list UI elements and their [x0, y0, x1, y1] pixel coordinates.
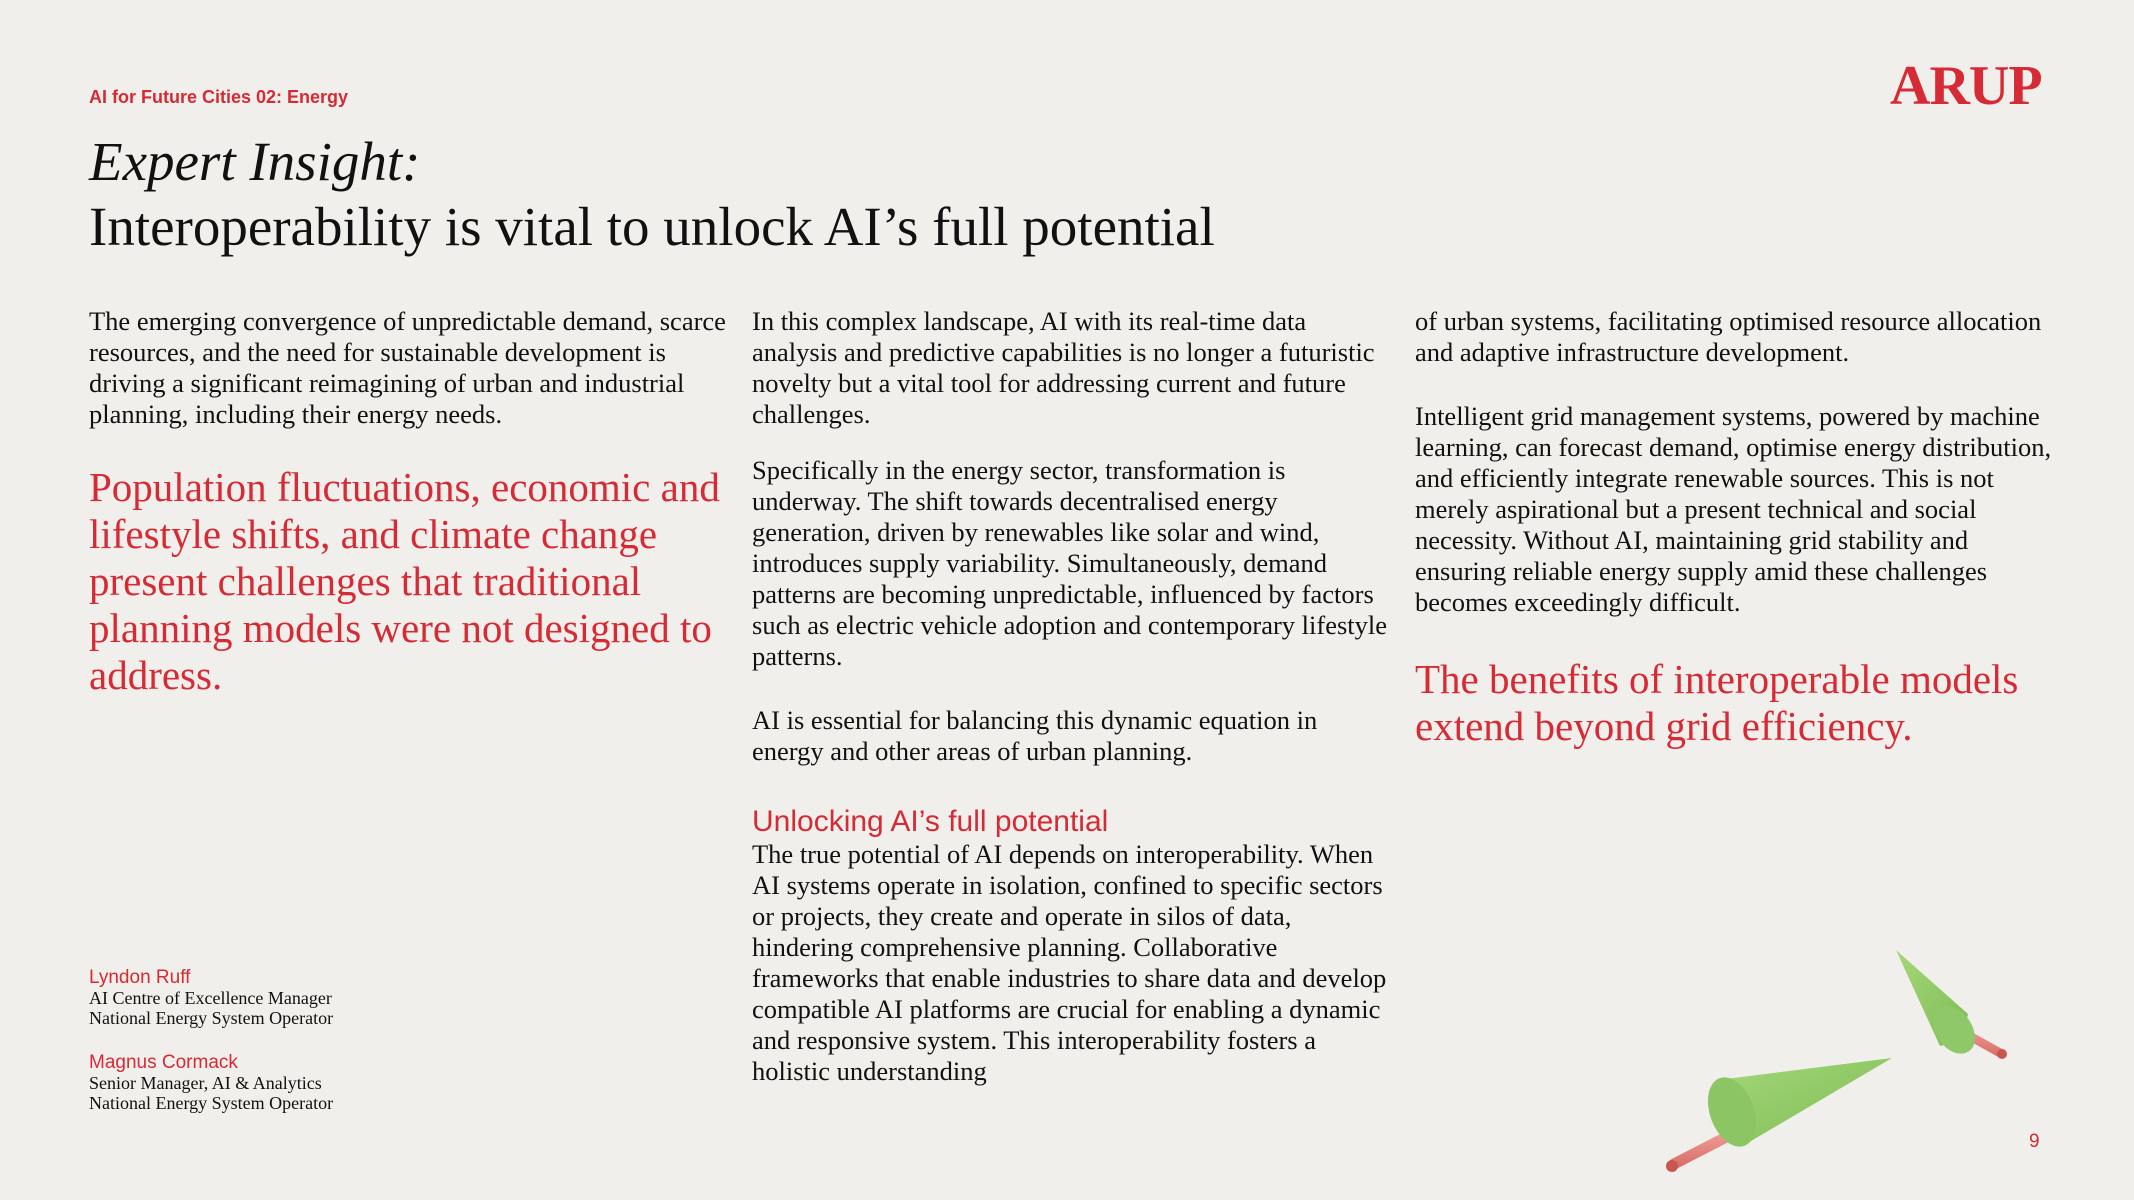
arup-logo: ARUP [1890, 55, 2042, 117]
paragraph-landscape: In this complex landscape, AI with its real-time data analysis and predictive capabilities is no longer a futuristic novelty but a vital tool for addressing current and future challenges. [752, 306, 1375, 429]
author-org: National Energy System Operator [89, 1008, 334, 1028]
large-cone-shape [1666, 1058, 1892, 1172]
author-block [89, 968, 589, 1028]
author-name: Magnus Cormack [89, 1052, 238, 1073]
column-3 [1415, 306, 2055, 750]
page-title: Interoperability is vital to unlock AI’s full potential [89, 196, 1215, 257]
paragraph-urban-systems: of urban systems, facilitating optimised resource allocation and adaptive infrastructure development. [1415, 306, 2042, 367]
author-role: AI Centre of Excellence Manager [89, 988, 332, 1008]
section-subheading: Unlocking AI’s full potential [752, 805, 1109, 838]
small-cone-shape [1896, 950, 2007, 1062]
author-name: Lyndon Ruff [89, 967, 191, 988]
title-kicker: Expert Insight: [89, 131, 421, 192]
decorative-cones-illustration [1650, 930, 2030, 1180]
column-2 [752, 306, 1392, 1087]
pull-quote-2: The benefits of interoperable models extend beyond grid efficiency. [1415, 656, 2019, 749]
paragraph-balancing: AI is essential for balancing this dynamic equation in energy and other areas of urban planning. [752, 705, 1318, 766]
page-number: 9 [2029, 1131, 2040, 1152]
pull-quote-1: Population fluctuations, economic and lifestyle shifts, and climate change present challenges that traditional planning models were not designed to address. [89, 464, 720, 698]
paragraph-interoperability: The true potential of AI depends on interoperability. When AI systems operate in isolation, confined to specific sectors or projects, they create and operate in silos of data, hindering comprehensive planning. Collaborative frameworks that enable industries to share data and develop compatible AI platforms are crucial for enabling a dynamic and responsive system. This interoperability fosters a holistic understanding [752, 839, 1387, 1086]
author-role: Senior Manager, AI & Analytics [89, 1073, 322, 1093]
column-1 [89, 306, 729, 699]
document-label: AI for Future Cities 02: Energy [89, 87, 349, 107]
intro-paragraph: The emerging convergence of unpredictable demand, scarce resources, and the need for sustainable development is driving a significant reimagining of urban and industrial planning, including their energy needs. [89, 306, 726, 429]
author-block [89, 1053, 589, 1113]
paragraph-grid-management: Intelligent grid management systems, powered by machine learning, can forecast demand, optimise energy distribution, and efficiently integrate renewable sources. This is not merely aspirational but a present technical and social necessity. Without AI, maintaining grid stability and ensuring reliable energy supply amid these challenges becomes exceedingly difficult. [1415, 401, 2052, 617]
author-org: National Energy System Operator [89, 1093, 334, 1113]
paragraph-energy-sector: Specifically in the energy sector, transformation is underway. The shift towards decentralised energy generation, driven by renewables like solar and wind, introduces supply variability. Simultaneously, demand patterns are becoming unpredictable, influenced by factors such as electric vehicle adoption and contemporary lifestyle patterns. [752, 455, 1388, 671]
